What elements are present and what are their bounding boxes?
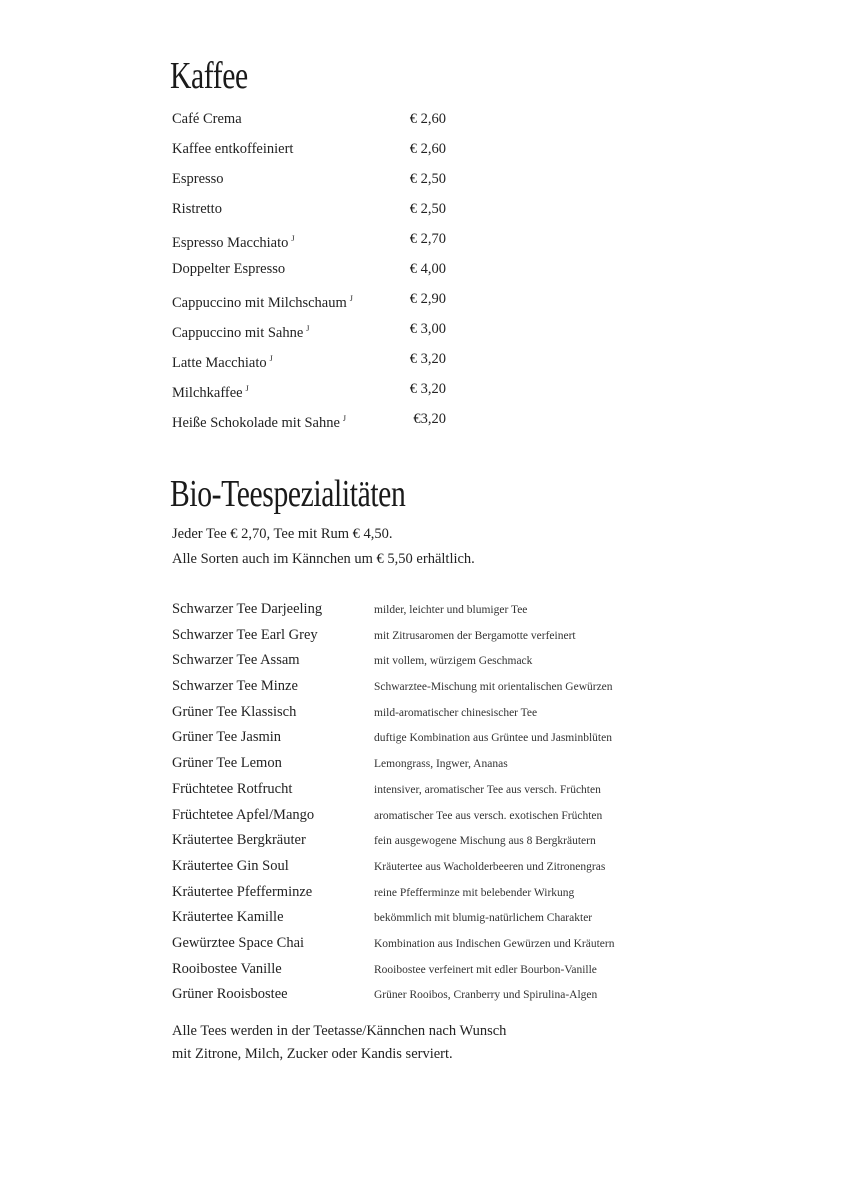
list-item bbox=[172, 829, 692, 855]
list-item bbox=[172, 726, 692, 752]
item-description: milder, leichter und blumiger Tee bbox=[374, 604, 528, 616]
item-name: Kräutertee Gin Soul bbox=[172, 857, 289, 874]
allergen-mark: J bbox=[269, 354, 273, 363]
item-name: Espresso bbox=[172, 171, 224, 187]
list-item bbox=[172, 108, 472, 138]
list-item bbox=[172, 408, 472, 438]
allergen-mark: J bbox=[245, 384, 249, 393]
list-item bbox=[172, 318, 472, 348]
list-item bbox=[172, 649, 692, 675]
item-price: € 2,50 bbox=[409, 171, 446, 187]
item-name: Grüner Tee Jasmin bbox=[172, 729, 282, 746]
item-name: Grüner Tee Klassisch bbox=[172, 703, 297, 720]
list-item bbox=[172, 855, 692, 881]
tea-list bbox=[172, 598, 692, 1009]
item-description: reine Pfefferminze mit belebender Wirkung bbox=[374, 886, 575, 899]
list-item bbox=[172, 804, 692, 830]
item-price: € 4,00 bbox=[409, 261, 446, 277]
list-item bbox=[172, 906, 692, 932]
item-name: Schwarzer Tee Darjeeling bbox=[172, 601, 323, 617]
item-name: Grüner Tee Lemon bbox=[172, 755, 282, 772]
item-price: € 2,60 bbox=[409, 111, 446, 127]
item-description: bekömmlich mit blumig-natürlichem Charakter bbox=[374, 912, 593, 925]
item-price: € 2,90 bbox=[409, 291, 446, 307]
item-name: Schwarzer Tee Assam bbox=[172, 652, 300, 669]
allergen-mark: J bbox=[291, 234, 295, 243]
list-item bbox=[172, 983, 692, 1009]
item-name: Früchtetee Apfel/Mango bbox=[172, 806, 315, 823]
item-name: Grüner Rooisbostee bbox=[172, 986, 288, 1003]
item-description: intensiver, aromatischer Tee aus versch. Früchten bbox=[374, 783, 601, 796]
item-name: Kaffee entkoffeiniert bbox=[172, 141, 294, 157]
list-item bbox=[172, 598, 692, 624]
item-name: Heiße Schokolade mit Sahne $^J$ bbox=[172, 414, 347, 431]
item-name: Cappuccino mit Milchschaum $^J$ bbox=[172, 294, 353, 311]
list-item bbox=[172, 958, 692, 984]
tea-intro bbox=[172, 522, 475, 572]
list-item bbox=[172, 624, 692, 650]
item-name: Café Crema bbox=[172, 111, 242, 127]
item-description: Rooibostee verfeinert mit edler Bourbon-Vanille bbox=[374, 963, 597, 976]
item-name: Rooibostee Vanille bbox=[172, 960, 282, 977]
list-item bbox=[172, 881, 692, 907]
list-item bbox=[172, 198, 472, 228]
list-item bbox=[172, 228, 472, 258]
item-description: Kräutertee aus Wacholderbeeren und Zitronengras bbox=[374, 860, 606, 873]
item-description: fein ausgewogene Mischung aus 8 Bergkräutern bbox=[374, 835, 596, 848]
item-name: Espresso Macchiato $^J$ bbox=[172, 234, 295, 251]
coffee-list bbox=[172, 108, 472, 438]
item-name: Ristretto bbox=[172, 201, 222, 217]
item-price: €3,20 bbox=[413, 411, 446, 427]
list-item bbox=[172, 348, 472, 378]
list-item bbox=[172, 752, 692, 778]
section-title-kaffee: Kaffee bbox=[170, 55, 248, 97]
list-item bbox=[172, 778, 692, 804]
tea-pot-info: Alle Sorten auch im Kännchen um € 5,50 erhältlich. bbox=[172, 551, 475, 567]
item-description: Kombination aus Indischen Gewürzen und Kräutern bbox=[374, 937, 615, 950]
allergen-mark: J bbox=[306, 324, 310, 333]
item-name: Latte Macchiato $^J$ bbox=[172, 354, 273, 371]
item-description: aromatischer Tee aus versch. exotischen Früchten bbox=[374, 809, 603, 822]
list-item bbox=[172, 288, 472, 318]
item-name: Kräutertee Kamille bbox=[172, 909, 284, 926]
item-description: mit vollem, würzigem Geschmack bbox=[374, 655, 533, 668]
item-price: € 2,60 bbox=[409, 141, 446, 157]
item-description: mild-aromatischer chinesischer Tee bbox=[374, 706, 538, 719]
tea-footnote bbox=[172, 1020, 506, 1066]
item-price: € 3,20 bbox=[409, 381, 446, 397]
item-price: € 2,50 bbox=[409, 201, 446, 217]
item-name: Früchtetee Rotfrucht bbox=[172, 780, 293, 797]
allergen-mark: J bbox=[342, 414, 347, 423]
item-description: Schwarztee-Mischung mit orientalischen Gewürzen bbox=[374, 681, 613, 694]
item-description: Lemongrass, Ingwer, Ananas bbox=[374, 758, 508, 771]
list-item bbox=[172, 932, 692, 958]
list-item bbox=[172, 701, 692, 727]
item-description: mit Zitrusaromen der Bergamotte verfeinert bbox=[374, 629, 576, 642]
item-name: Kräutertee Bergkräuter bbox=[172, 832, 306, 849]
item-name: Gewürztee Space Chai bbox=[172, 934, 305, 951]
item-name: Milchkaffee $^J$ bbox=[172, 384, 249, 401]
item-price: € 3,00 bbox=[409, 321, 446, 337]
list-item bbox=[172, 378, 472, 408]
allergen-mark: J bbox=[349, 294, 353, 303]
item-name: Doppelter Espresso bbox=[172, 261, 286, 277]
section-title-tee: Bio-Teespezialitäten bbox=[170, 473, 406, 515]
item-name: Schwarzer Tee Minze bbox=[172, 678, 298, 695]
footnote-line: mit Zitrone, Milch, Zucker oder Kandis serviert. bbox=[172, 1046, 453, 1062]
list-item bbox=[172, 168, 472, 198]
item-name: Schwarzer Tee Earl Grey bbox=[172, 626, 318, 643]
item-description: duftige Kombination aus Grüntee und Jasminblüten bbox=[374, 732, 612, 745]
footnote-line: Alle Tees werden in der Teetasse/Kännchen nach Wunsch bbox=[172, 1023, 507, 1039]
item-price: € 2,70 bbox=[409, 231, 446, 247]
item-price: € 3,20 bbox=[409, 351, 446, 367]
item-description: Grüner Rooibos, Cranberry und Spirulina-Algen bbox=[374, 989, 598, 1002]
list-item bbox=[172, 675, 692, 701]
tea-price-info: Jeder Tee € 2,70, Tee mit Rum € 4,50. bbox=[172, 526, 393, 542]
list-item bbox=[172, 138, 472, 168]
item-name: Cappuccino mit Sahne $^J$ bbox=[172, 324, 310, 341]
item-name: Kräutertee Pfefferminze bbox=[172, 883, 313, 900]
list-item bbox=[172, 258, 472, 288]
